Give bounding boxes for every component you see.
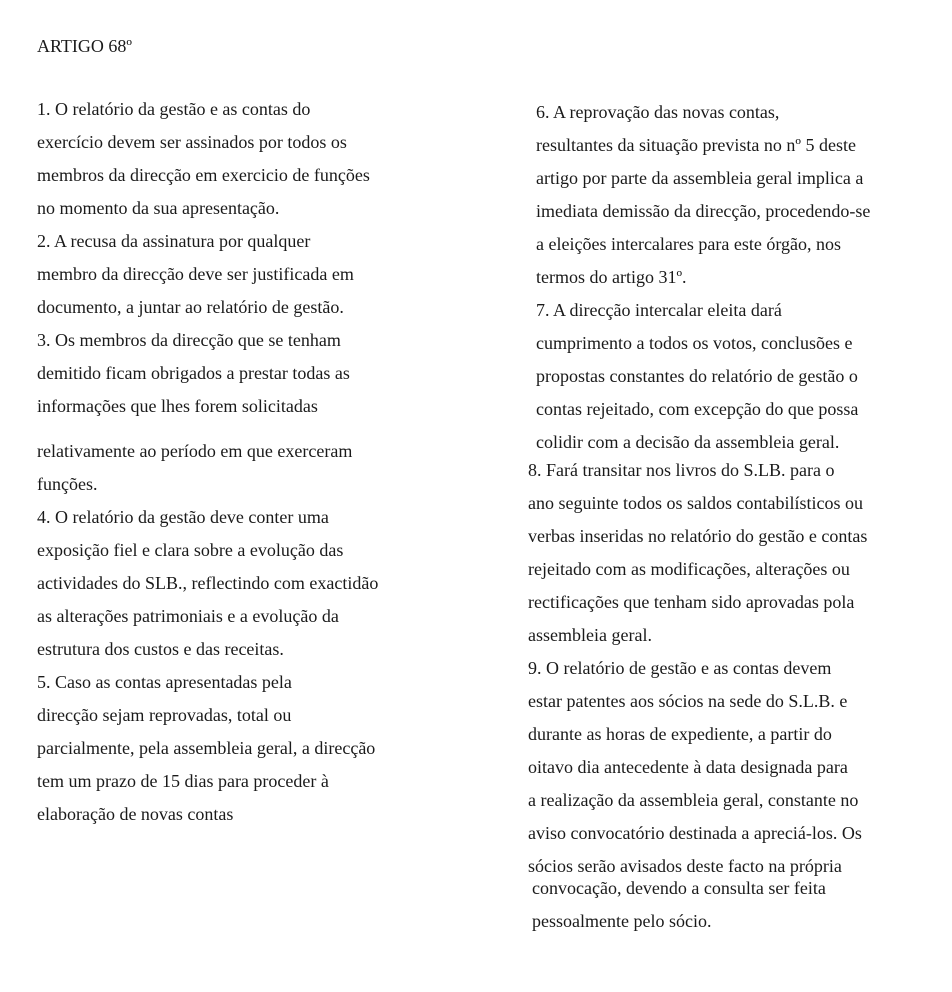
right-column-line: durante as horas de expediente, a partir do bbox=[528, 724, 832, 744]
right-column-line: verbas inseridas no relatório do gestão e contas bbox=[528, 526, 868, 546]
left-column-line: documento, a juntar ao relatório de gestão. bbox=[37, 297, 344, 317]
left-column-line: 1. O relatório da gestão e as contas do bbox=[37, 99, 311, 119]
right-column-line: contas rejeitado, com excepção do que possa bbox=[536, 399, 859, 419]
left-column-line: 5. Caso as contas apresentadas pela bbox=[37, 672, 292, 692]
right-column-line: pessoalmente pelo sócio. bbox=[532, 911, 712, 931]
right-column-line: aviso convocatório destinada a apreciá-los. Os bbox=[528, 823, 862, 843]
left-column-line: 2. A recusa da assinatura por qualquer bbox=[37, 231, 311, 251]
left-column-line: membros da direcção em exercicio de funções bbox=[37, 165, 370, 185]
left-column-line: relativamente ao período em que exerceram bbox=[37, 441, 353, 461]
right-column-line: resultantes da situação prevista no nº 5 deste bbox=[536, 135, 856, 155]
right-column-line: sócios serão avisados deste facto na própria bbox=[528, 856, 842, 876]
left-column-line: exercício devem ser assinados por todos os bbox=[37, 132, 347, 152]
right-column-line: 8. Fará transitar nos livros do S.LB. para o bbox=[528, 460, 835, 480]
right-column-line: a eleições intercalares para este órgão, nos bbox=[536, 234, 842, 254]
right-column-line: 7. A direcção intercalar eleita dará bbox=[536, 300, 782, 320]
right-column-line: rejeitado com as modificações, alterações ou bbox=[528, 559, 850, 579]
right-column-line: propostas constantes do relatório de gestão o bbox=[536, 366, 858, 386]
right-column-line: a realização da assembleia geral, constante no bbox=[528, 790, 859, 810]
left-column-line: 4. O relatório da gestão deve conter uma bbox=[37, 507, 329, 527]
left-column-line: membro da direcção deve ser justificada em bbox=[37, 264, 354, 284]
right-column-line: assembleia geral. bbox=[528, 625, 652, 645]
left-column-line: parcialmente, pela assembleia geral, a direcção bbox=[37, 738, 376, 758]
right-column-line: termos do artigo 31º. bbox=[536, 267, 687, 287]
left-column-line: tem um prazo de 15 dias para proceder à bbox=[37, 771, 329, 791]
left-column-line: 3. Os membros da direcção que se tenham bbox=[37, 330, 341, 350]
left-column-line: demitido ficam obrigados a prestar todas as bbox=[37, 363, 350, 383]
right-column-line: cumprimento a todos os votos, conclusões e bbox=[536, 333, 853, 353]
right-column-line: 9. O relatório de gestão e as contas devem bbox=[528, 658, 832, 678]
left-column-line: no momento da sua apresentação. bbox=[37, 198, 280, 218]
right-column-line: oitavo dia antecedente à data designada para bbox=[528, 757, 848, 777]
left-column-line: informações que lhes forem solicitadas bbox=[37, 396, 318, 416]
right-column-line: ano seguinte todos os saldos contabilísticos ou bbox=[528, 493, 863, 513]
left-column-line: as alterações patrimoniais e a evolução da bbox=[37, 606, 339, 626]
left-column-line: estrutura dos custos e das receitas. bbox=[37, 639, 284, 659]
right-column-line: rectificações que tenham sido aprovadas pola bbox=[528, 592, 855, 612]
right-column-line: imediata demissão da direcção, procedendo-se bbox=[536, 201, 871, 221]
left-column-line: elaboração de novas contas bbox=[37, 804, 234, 824]
left-column-line: actividades do SLB., reflectindo com exactidão bbox=[37, 573, 379, 593]
right-column-line: artigo por parte da assembleia geral implica a bbox=[536, 168, 864, 188]
right-column-line: colidir com a decisão da assembleia geral. bbox=[536, 432, 840, 452]
left-column-line: exposição fiel e clara sobre a evolução das bbox=[37, 540, 344, 560]
right-column-line: estar patentes aos sócios na sede do S.L.B. e bbox=[528, 691, 848, 711]
left-column-line: direcção sejam reprovadas, total ou bbox=[37, 705, 292, 725]
right-column-line: convocação, devendo a consulta ser feita bbox=[532, 878, 826, 898]
right-column-line: 6. A reprovação das novas contas, bbox=[536, 102, 780, 122]
left-column-line: funções. bbox=[37, 474, 98, 494]
article-title: ARTIGO 68º bbox=[37, 36, 132, 56]
